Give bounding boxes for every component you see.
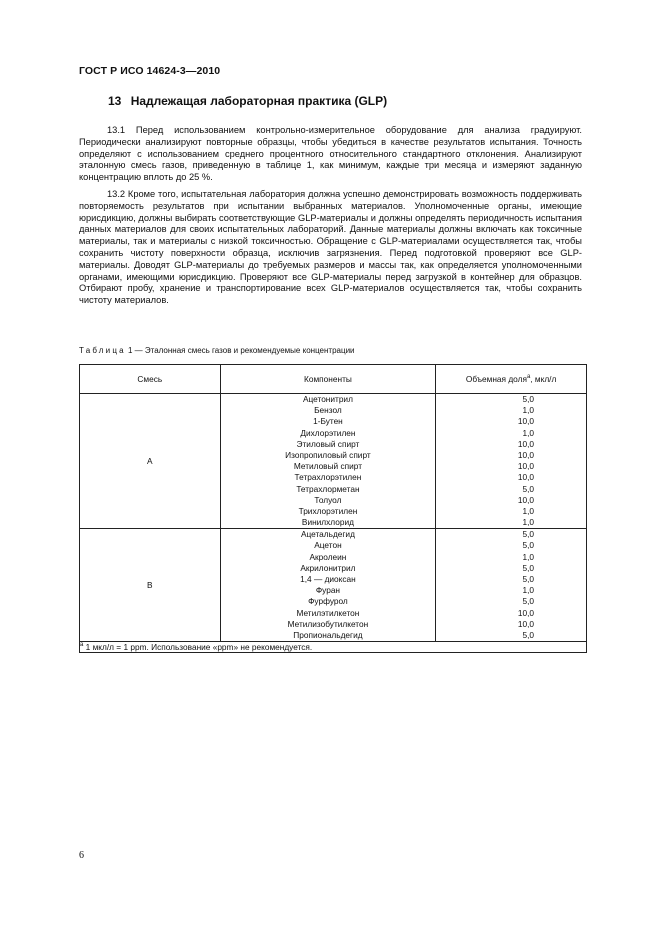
component-value: 1,0 (522, 551, 534, 562)
section-title-text: Надлежащая лабораторная практика (GLP) (130, 94, 388, 108)
values-cell (436, 394, 587, 529)
component-value: 10,0 (517, 449, 534, 460)
component-value: 1,0 (522, 405, 534, 416)
component-name: Метиловый спирт (293, 461, 363, 472)
component-name: Акролеин (309, 551, 347, 562)
component-value: 10,0 (517, 461, 534, 472)
component-name: Толуол (314, 494, 342, 505)
footnote-sup: а (80, 642, 84, 649)
component-name: Тетрахлорэтилен (294, 472, 362, 483)
component-value: 5,0 (522, 394, 534, 404)
components-cell (220, 394, 436, 529)
mix-cell: A (80, 394, 221, 529)
header-mix: Смесь (80, 365, 221, 394)
component-name: Изопропиловый спирт (285, 449, 371, 460)
table-caption-text: 1 — Эталонная смесь газов и рекомендуемые концентрации (125, 346, 355, 355)
table-group-row (80, 529, 587, 642)
component-name: Ацетальдегид (300, 529, 355, 540)
component-value: 5,0 (522, 596, 534, 607)
header-components: Компоненты (220, 365, 436, 394)
reference-gas-table (79, 364, 587, 653)
component-name: 1-Бутен (313, 416, 343, 427)
footnote-text: 1 мкл/л = 1 ppm. Использование «ppm» не рекомендуется. (83, 642, 313, 653)
component-name: Метилэтилкетон (296, 607, 360, 618)
component-name: Винилхлорид (301, 517, 354, 528)
component-value: 10,0 (517, 472, 534, 483)
component-value: 1,0 (522, 427, 534, 438)
component-name: Фурфурол (308, 596, 348, 607)
table-caption (79, 346, 355, 355)
mix-cell: B (80, 529, 221, 642)
component-value: 10,0 (517, 416, 534, 427)
component-name: Этиловый спирт (296, 438, 360, 449)
section-number: 13 (108, 94, 122, 108)
component-value: 10,0 (517, 438, 534, 449)
component-value: 10,0 (517, 618, 534, 629)
component-value: 5,0 (522, 529, 534, 540)
section-heading (108, 94, 387, 108)
component-name: Метилизобутилкетон (287, 618, 369, 629)
component-value: 10,0 (517, 607, 534, 618)
component-name: Ацетонитрил (302, 394, 353, 404)
component-name: Тетрахлорметан (296, 483, 360, 494)
component-name: Пропиональдегид (293, 629, 363, 640)
paragraph-13-2: 13.2 Кроме того, испытательная лаборатория должна успешно демонстрировать возможность поддерживать повторяемость результатов при испытании выбранных материалов. Уполномоченные органы, имеющие юрисдикцию, должны выбирать соответствующие GLP-материалы и должны определять периодичность испытания данных материалов для своих испытательных лабораторий. Данные материалы должны включать как токсичные материалы, так и материалы с низкой токсичностью. Обращение с GLP-материалами осуществляется так, чтобы сохранить чистоту поверхности образца, исключив загрязнения. Перед подготовкой проверяют все GLP-материалы. Доводят GLP-материалы до требуемых размеров и массы так, как определяется уполномоченными органами, имеющими юрисдикцию. Проверяют все GLP-материалы перед загрузкой в контейнер для образцов. Отбирают пробу, хранение и транспортирование всех GLP-материалов осуществляется так, чтобы сохранить чистоту материалов. (79, 189, 582, 306)
component-name: Акрилонитрил (300, 562, 356, 573)
component-value: 5,0 (522, 629, 534, 640)
values-cell (436, 529, 587, 642)
header-fraction-sup: а (526, 374, 531, 380)
component-name: 1,4 — диоксан (300, 574, 356, 584)
table-header-row (80, 365, 587, 394)
paragraph-13-1: 13.1 Перед использованием контрольно-измерительное оборудование для анализа градуируют. Периодически анализируют повторные образцы, чтобы убедиться в качестве результатов испытания. Точность определяют с использованием среднего процентного относительного стандартного отклонения. Анализируют эталонную смесь газов, приведенную в таблице 1, как минимум, каждые три месяца и измеряют заданную концентрацию вплоть до 25 %. (79, 125, 582, 183)
header-fraction-label: Объемная доля (465, 374, 527, 384)
component-value: 5,0 (522, 562, 534, 573)
page-number: 6 (79, 850, 84, 861)
component-name: Ацетон (314, 540, 342, 551)
component-value: 5,0 (522, 540, 534, 551)
table-body (80, 394, 587, 642)
table-footnote (80, 642, 587, 653)
component-name: Дихлорэтилен (300, 427, 356, 438)
component-value: 5,0 (522, 574, 534, 584)
component-value: 10,0 (517, 494, 534, 505)
component-value: 1,0 (522, 517, 534, 528)
table-footnote-row (80, 642, 587, 653)
document-header: ГОСТ Р ИСО 14624-3—2010 (79, 65, 221, 77)
component-name: Трихлорэтилен (298, 505, 358, 516)
components-cell (220, 529, 436, 642)
component-name: Фуран (315, 585, 341, 596)
component-value: 1,0 (522, 505, 534, 516)
header-fraction (436, 365, 587, 394)
component-value: 1,0 (522, 585, 534, 596)
table-caption-word: Таблица (79, 346, 126, 355)
header-fraction-unit: , мкл/л (530, 374, 557, 384)
component-value: 5,0 (522, 483, 534, 494)
component-name: Бензол (314, 405, 342, 416)
table-group-row (80, 394, 587, 529)
